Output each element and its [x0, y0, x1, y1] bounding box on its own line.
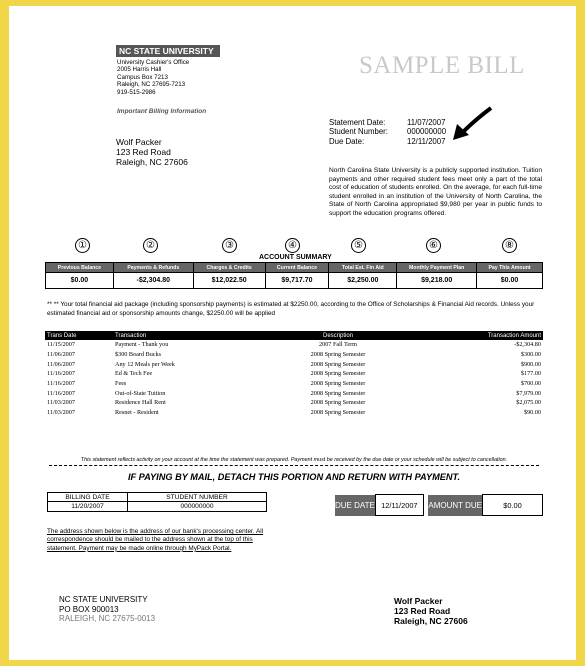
summary-value: $12,022.50 — [193, 273, 265, 289]
remitter-name: Wolf Packer — [394, 596, 443, 606]
sample-bill-watermark: SAMPLE BILL — [359, 52, 525, 79]
summary-header: Pay This Amount — [477, 263, 543, 273]
due-row — [335, 495, 543, 516]
table-row — [45, 408, 543, 418]
trans-name: Any 12 Meals per Week — [115, 360, 175, 368]
statement-label: Statement Date: — [329, 118, 386, 127]
trans-name: Residence Hall Rent — [115, 399, 166, 407]
remitter-street: 123 Red Road — [394, 606, 451, 616]
marker-1-icon: ① — [75, 238, 90, 253]
ncsu-funding-paragraph: North Carolina State University is a publicly supported institution. Tuition payments and other required student fees meet only a part of the total cost of education of students enrolled. On the average, for each full-time student enrolled in an institution of the University of North Carolina, the State of North Carolina appropriated $9,980 per year in public funds to support the education programs offered. — [329, 167, 542, 217]
trans-description: 2008 Spring Semester — [310, 351, 366, 359]
transactions-body — [45, 340, 543, 418]
trans-date: 11/16/2007 — [47, 389, 75, 397]
trans-amount: $90.00 — [523, 409, 541, 417]
student-number-value: 000000000 — [128, 502, 267, 512]
remitter-address — [394, 596, 468, 626]
marker-5-icon: ⑤ — [351, 238, 366, 253]
summary-header: Current Balance — [265, 263, 329, 273]
due-date-row — [329, 137, 446, 146]
table-row — [45, 369, 543, 379]
statement-label: Student Number: — [329, 127, 388, 137]
trans-header: Transaction Amount — [413, 331, 543, 340]
summary-value: $2,250.00 — [329, 273, 397, 289]
office-line: Campus Box 7213 — [117, 73, 168, 81]
statement-value: 12/11/2007 — [407, 136, 446, 146]
customer-city: Raleigh, NC 27606 — [116, 157, 188, 167]
summary-header: Total Est. Fin Aid — [329, 263, 397, 273]
mail-line: PO BOX 900013 — [59, 604, 119, 614]
table-row — [45, 359, 543, 369]
mail-line: RALEIGH, NC 27675-0013 — [59, 614, 156, 624]
statement-value: 000000000 — [407, 127, 447, 137]
ncsu-logo: NC STATE UNIVERSITY — [116, 45, 220, 57]
detach-line — [49, 465, 539, 466]
financial-aid-note: ** ** Your total financial aid package (including sponsorship payments) is estimated at $2250.00, according to the Office of Scholarships & Financial Aid records. Unless your estimated financial aid or sponsorship amounts change, $2250.00 will be applied — [47, 301, 535, 317]
trans-name: Ed & Tech Fee — [115, 370, 153, 378]
trans-name: Payment - Thank you — [115, 341, 169, 349]
summary-value-row — [46, 273, 543, 289]
billing-info-box — [47, 492, 267, 512]
student-number-row — [329, 127, 446, 136]
bill-page — [9, 6, 576, 660]
trans-amount: $7,979.00 — [516, 389, 541, 397]
statement-info — [329, 118, 446, 146]
important-billing-heading: Important Billing Information — [117, 108, 207, 115]
trans-date: 11/15/2007 — [47, 341, 75, 349]
summary-value: $9,717.70 — [265, 273, 329, 289]
summary-value: -$2,304.80 — [113, 273, 193, 289]
trans-date: 11/03/2007 — [47, 399, 75, 407]
trans-date: 11/03/2007 — [47, 409, 75, 417]
office-line: University Cashier's Office — [117, 59, 190, 66]
trans-description: 2008 Spring Semester — [310, 389, 366, 397]
customer-name: Wolf Packer — [116, 137, 162, 147]
due-amount-box — [335, 494, 543, 516]
summary-value: $9,218.00 — [397, 273, 477, 289]
trans-amount: -$2,304.80 — [514, 341, 541, 349]
summary-header: Previous Balance — [46, 263, 114, 273]
marker-8-icon: ⑧ — [502, 238, 517, 253]
table-row — [45, 340, 543, 350]
summary-header: Payments & Refunds — [113, 263, 193, 273]
summary-header-row — [46, 263, 543, 273]
trans-header: Trans Date — [45, 331, 113, 340]
due-date-label: DUE DATE — [335, 495, 375, 516]
trans-description: 2008 Spring Semester — [310, 399, 366, 407]
trans-name: Resnet - Resident — [115, 409, 159, 417]
trans-amount: $700.00 — [520, 380, 541, 388]
amount-due-label: AMOUNT DUE — [428, 495, 482, 516]
bank-processing-note: The address shown below is the address of our bank's processing center. All correspondence should be mailed to the address shown at the top of this statement. Payment may be made online through MyPack Portal. — [47, 528, 264, 552]
trans-description: 2008 Spring Semester — [310, 370, 366, 378]
billing-date-label: BILLING DATE — [48, 493, 128, 502]
summary-header: Monthly Payment Plan — [397, 263, 477, 273]
summary-header: Charges & Credits — [193, 263, 265, 273]
trans-amount: $2,075.00 — [516, 399, 541, 407]
trans-date: 11/06/2007 — [47, 360, 75, 368]
table-row — [45, 379, 543, 389]
marker-3-icon: ③ — [222, 238, 237, 253]
marker-4-icon: ④ — [285, 238, 300, 253]
office-line: Raleigh, NC 27695-7213 — [117, 81, 186, 89]
customer-address — [116, 137, 188, 167]
statement-value: 11/07/2007 — [407, 118, 446, 127]
billing-header-row — [48, 493, 267, 502]
trans-name: $300 Board Bucks — [115, 351, 162, 359]
statement-label: Due Date: — [329, 136, 365, 146]
pointer-arrow-icon — [449, 104, 494, 144]
billing-date-value: 11/20/2007 — [48, 502, 128, 512]
trans-description: 2008 Spring Semester — [310, 409, 366, 417]
trans-date: 11/16/2007 — [47, 380, 75, 388]
detach-instruction: IF PAYING BY MAIL, DETACH THIS PORTION AND RETURN WITH PAYMENT. — [127, 472, 461, 482]
mail-line: NC STATE UNIVERSITY — [59, 595, 148, 604]
office-line: 2005 Harris Hall — [117, 66, 162, 74]
trans-amount: $177.00 — [520, 370, 541, 378]
customer-street: 123 Red Road — [116, 147, 171, 157]
trans-date: 11/06/2007 — [47, 351, 75, 359]
transactions-table — [45, 331, 543, 418]
trans-name: Fees — [115, 380, 127, 388]
cashier-office-address — [117, 59, 189, 96]
office-line: 919-515-2986 — [117, 88, 156, 96]
table-row — [45, 350, 543, 360]
trans-amount: $300.00 — [520, 351, 541, 359]
transactions-header-row — [45, 331, 543, 340]
trans-amount: $900.00 — [520, 360, 541, 368]
trans-date: 11/16/2007 — [47, 370, 75, 378]
trans-description: 2008 Spring Semester — [310, 360, 366, 368]
account-summary-table — [45, 262, 543, 289]
billing-value-row — [48, 502, 267, 512]
account-summary-title: ACCOUNT SUMMARY — [259, 254, 332, 261]
trans-header: Description — [263, 331, 413, 340]
amount-due-value: $0.00 — [483, 495, 543, 516]
table-row — [45, 398, 543, 408]
marker-2-icon: ② — [143, 238, 158, 253]
student-number-label: STUDENT NUMBER — [128, 493, 267, 502]
statement-date-row — [329, 118, 446, 127]
trans-header: Transaction — [113, 331, 263, 340]
statement-disclaimer: This statement reflects activity on your account at the time the statement was prepared. Payment must be received by the due date or your schedule will be subject to cancellation. — [80, 457, 508, 463]
summary-value: $0.00 — [477, 273, 543, 289]
table-row — [45, 388, 543, 398]
due-date-value: 12/11/2007 — [375, 495, 423, 516]
summary-value: $0.00 — [46, 273, 114, 289]
mail-to-address — [59, 595, 155, 624]
trans-name: Out-of-State Tuition — [115, 389, 166, 397]
remitter-city: Raleigh, NC 27606 — [394, 616, 468, 626]
trans-description: 2008 Spring Semester — [310, 380, 366, 388]
trans-description: 2007 Fall Term — [319, 341, 357, 349]
marker-6-icon: ⑥ — [426, 238, 441, 253]
